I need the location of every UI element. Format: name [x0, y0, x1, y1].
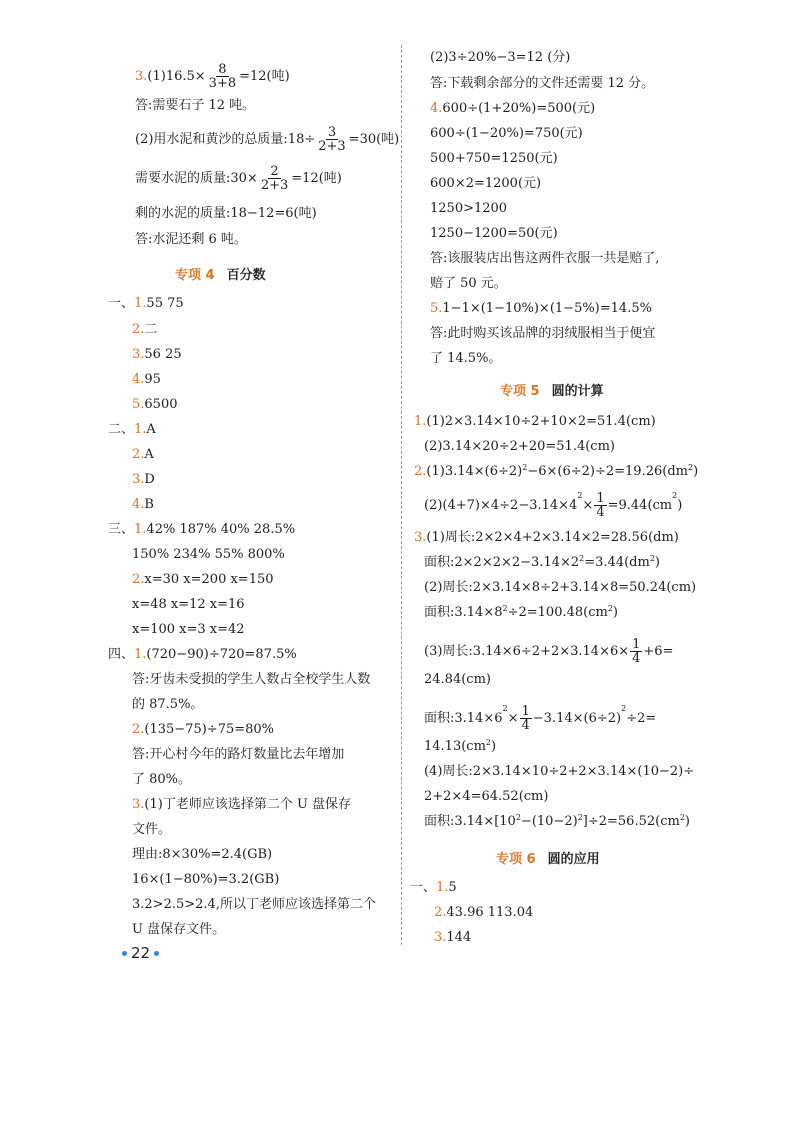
- part-4-line-3: 的 87.5%。: [132, 697, 204, 712]
- dot-icon: [122, 951, 127, 956]
- section-title-6: 专项 6 圆的应用: [496, 852, 600, 867]
- c-line-4: $(2)(4+7)\times 4\div 2-3.14\times 4^2\times$ $\frac{1}{4}$ $=9.44(cm^2)$: [424, 491, 683, 520]
- part-2-line-1: 二、1.A: [108, 422, 156, 437]
- part-3-line-5: x=100 x=3 x=42: [132, 622, 245, 637]
- page-number: 22: [118, 944, 163, 962]
- c-line-14: 2+2×4=64.52(cm): [424, 789, 549, 804]
- r-line-10: 赔了 50 元。: [430, 276, 507, 291]
- d-line-1: 一、1.5: [410, 880, 457, 895]
- section-title-5: 专项 5 圆的计算: [500, 384, 604, 399]
- part-1-line-3: 3.56 25: [132, 347, 182, 362]
- r-line-11: 5.1−1×(1−10%)×(1−5%)=14.5%: [430, 301, 652, 316]
- r-line-5: 500+750=1250(元): [430, 151, 558, 166]
- c-line-13: (4)周长:2×3.14×10÷2+2×3.14×(10−2)÷: [424, 764, 695, 779]
- part-2-line-3: 3.D: [132, 472, 155, 487]
- r-line-9: 答:该服装店出售这两件衣服一共是赔了,: [430, 251, 660, 266]
- answer-3-1: 答:需要石子 12 吨。: [135, 98, 256, 113]
- c-line-7: (2)周长:2×3.14×8÷2+3.14×8=50.24(cm): [424, 580, 697, 595]
- part-1-line-2: 2.二: [132, 322, 158, 337]
- part-3-line-2: 150% 234% 55% 800%: [132, 547, 285, 562]
- c-line-1: 1.(1)2×3.14×10÷2+10×2=51.4(cm): [414, 414, 656, 429]
- fraction: $\frac{1}{4}$: [521, 704, 530, 733]
- line-3-2: (2)用水泥和黄沙的总质量:18÷ $\frac{3}{2+3}$ =30(吨): [135, 125, 400, 154]
- c-line-9: (3)周长:3.14×6÷2+2×3.14×6× $\frac{1}{4}$ +6=: [424, 637, 674, 666]
- part-3-line-3: 2.x=30 x=200 x=150: [132, 572, 274, 587]
- d-line-2: 2.43.96 113.04: [434, 905, 534, 920]
- c-line-3: $2.(1)3.14\times(6\div 2)^2-6\times(6\div 2)\div 2=19.26(dm^2)$: [414, 463, 699, 479]
- answer-3-2: 答:水泥还剩 6 吨。: [135, 232, 247, 247]
- line-3-4: 剩的水泥的质量:18−12=6(吨): [135, 206, 317, 221]
- c-line-8: 面积$:3.14\times 8^2\div 2=100.48(cm^2)$: [424, 604, 618, 620]
- r-line-8: 1250−1200=50(元): [430, 226, 558, 241]
- dot-icon: [154, 951, 159, 956]
- r-line-2: 答:下载剩余部分的文件还需要 12 分。: [430, 76, 655, 91]
- part-4-line-9: 理由:8×30%=2.4(GB): [132, 847, 273, 862]
- part-4-line-11: 3.2>2.5>2.4,所以丁老师应该选择第二个: [132, 897, 376, 912]
- fraction: $\frac{8}{3+8}$: [208, 62, 237, 91]
- fraction: $\frac{1}{4}$: [632, 637, 641, 666]
- part-2-line-4: 4.B: [132, 497, 154, 512]
- r-line-13: 了 14.5%。: [430, 351, 502, 366]
- part-1-line-5: 5.6500: [132, 397, 178, 412]
- part-4-line-12: U 盘保存文件。: [132, 922, 226, 937]
- column-divider: [401, 45, 402, 945]
- c-line-2: (2)3.14×20÷2+20=51.4(cm): [424, 439, 615, 454]
- fraction: $\frac{2}{2+3}$: [260, 164, 289, 193]
- part-3-line-1: 三、1.42% 187% 40% 28.5%: [108, 522, 296, 537]
- r-line-7: 1250>1200: [430, 201, 508, 216]
- part-4-line-7: 3.(1)丁老师应该选择第二个 U 盘保存: [132, 797, 352, 812]
- r-line-6: 600×2=1200(元): [430, 176, 542, 191]
- c-line-11: 面积$:3.14\times 6^2\times$ $\frac{1}{4}$ $-3.14\times(6\div 2)^2\div 2=$: [424, 704, 657, 733]
- line-3-3: 需要水泥的质量:30× $\frac{2}{2+3}$ =12(吨): [135, 164, 342, 193]
- line-3-1: 3.(1)16.5× $\frac{8}{3+8}$ =12(吨): [135, 62, 290, 91]
- c-line-10: 24.84(cm): [424, 672, 491, 687]
- part-4-line-2: 答:牙齿未受损的学生人数占全校学生人数: [132, 672, 371, 687]
- d-line-3: 3.144: [434, 930, 472, 945]
- fraction: $\frac{1}{4}$: [596, 491, 605, 520]
- part-4-line-6: 了 80%。: [132, 772, 192, 787]
- part-4-line-1: 四、1.(720−90)÷720=87.5%: [108, 647, 297, 662]
- c-line-15: 面积$:3.14\times[10^2-(10-2)^2]\div 2=56.52(cm^2)$: [424, 813, 690, 829]
- r-line-3: 4.600÷(1+20%)=500(元): [430, 101, 596, 116]
- part-4-line-8: 文件。: [132, 822, 172, 837]
- section-title-4: 专项 4 百分数: [175, 268, 266, 283]
- fraction: $\frac{3}{2+3}$: [318, 125, 346, 154]
- part-4-line-5: 答:开心村今年的路灯数量比去年增加: [132, 747, 345, 762]
- c-line-6: 面积$:2\times 2\times 2\times 2-3.14\times 2^2=3.44(dm^2)$: [424, 554, 660, 570]
- r-line-1: (2)3÷20%−3=12 (分): [430, 50, 571, 65]
- r-line-12: 答:此时购买该品牌的羽绒服相当于便宜: [430, 326, 656, 341]
- part-3-line-4: x=48 x=12 x=16: [132, 597, 245, 612]
- c-line-5: 3.(1)周长:2×2×4+2×3.14×2=28.56(dm): [414, 530, 679, 545]
- part-2-line-2: 2.A: [132, 447, 154, 462]
- part-4-line-10: 16×(1−80%)=3.2(GB): [132, 872, 280, 887]
- part-1-line-4: 4.95: [132, 372, 161, 387]
- c-line-12: $14.13(cm^2)$: [424, 738, 497, 754]
- r-line-4: 600÷(1−20%)=750(元): [430, 126, 583, 141]
- part-4-line-4: 2.(135−75)÷75=80%: [132, 722, 275, 737]
- part-1-line-1: 一、1.55 75: [108, 296, 184, 311]
